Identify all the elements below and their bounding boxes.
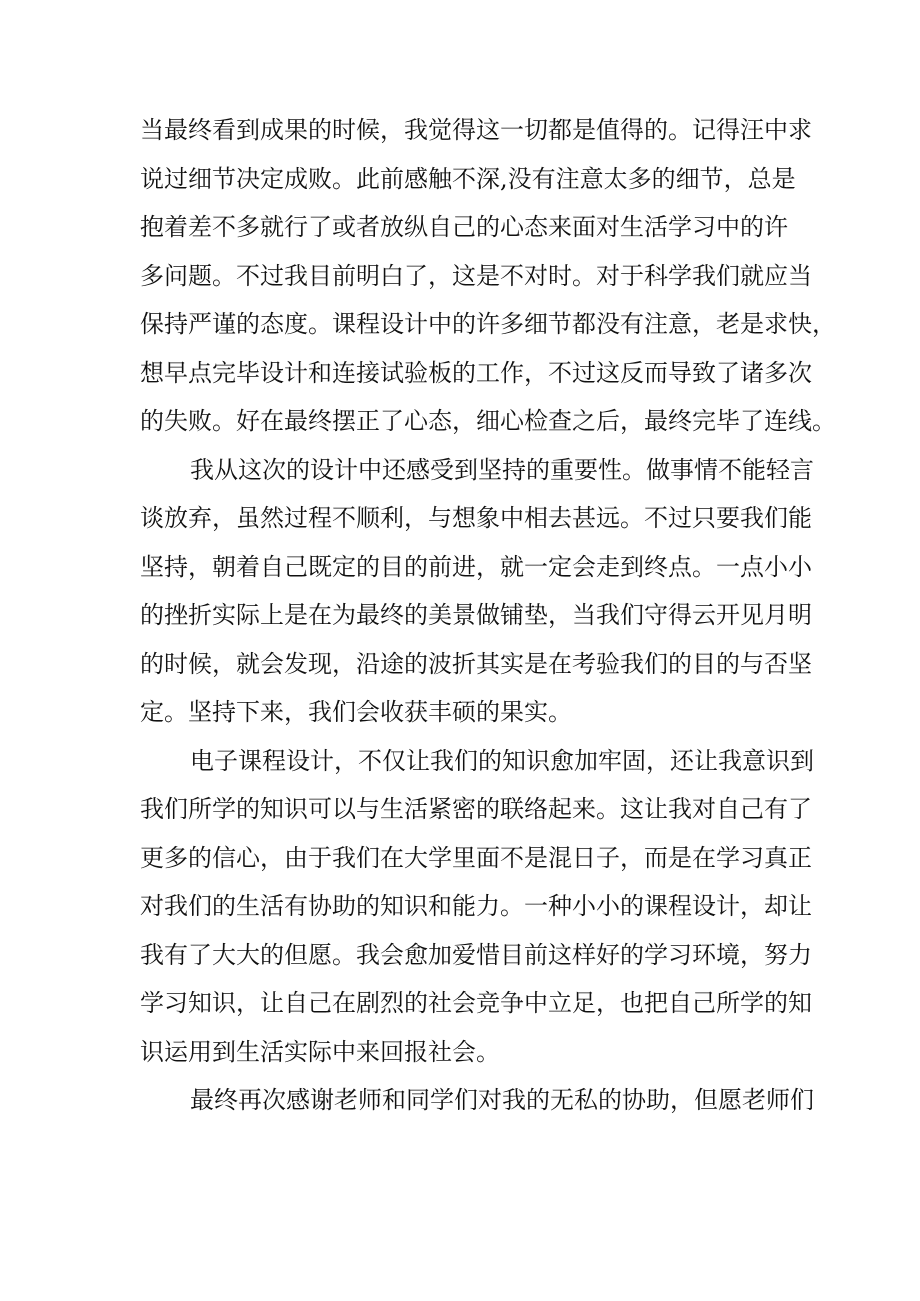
text-line: 我们所学的知识可以与生活紧密的联络起来。这让我对自己有了	[140, 795, 812, 823]
paragraph-first-line: 最终再次感谢老师和同学们对我的无私的协助，但愿老师们	[190, 1086, 814, 1114]
paragraph-first-line: 我从这次的设计中还感受到坚持的重要性。做事情不能轻言	[190, 455, 814, 484]
text-line: 的失败。好在最终摆正了心态，细心检查之后，最终完毕了连线。	[140, 407, 836, 435]
text-line: 想早点完毕设计和连接试验板的工作，不过这反而导致了诸多次	[140, 358, 812, 387]
text-line: 抱着差不多就行了或者放纵自己的心态来面对生活学习中的许	[140, 213, 788, 241]
text-line: 保持严谨的态度。课程设计中的许多细节都没有注意，老是求快，	[140, 310, 836, 338]
text-line: 的时候，就会发现，沿途的波折其实是在考验我们的目的与否坚	[140, 649, 812, 678]
text-line: 坚持，朝着自己既定的目的前进，就一定会走到终点。一点小小	[140, 552, 812, 581]
text-line: 多问题。不过我目前明白了，这是不对时。对于科学我们就应当	[140, 261, 812, 290]
text-line: 定。坚持下来，我们会收获丰硕的果实。	[140, 698, 572, 726]
text-line: 的挫折实际上是在为最终的美景做铺垫，当我们守得云开见月明	[140, 601, 812, 629]
text-line: 学习知识，让自己在剧烈的社会竞争中立足，也把自己所学的知	[140, 989, 812, 1017]
text-line: 识运用到生活实际中来回报社会。	[140, 1037, 500, 1066]
document-body	[140, 106, 836, 1125]
paragraph-first-line: 电子课程设计，不仅让我们的知识愈加牢固，还让我意识到	[190, 746, 814, 775]
text-line: 我有了大大的但愿。我会愈加爱惜目前这样好的学习环境，努力	[140, 940, 812, 969]
text-line: 当最终看到成果的时候，我觉得这一切都是值得的。记得汪中求	[140, 116, 812, 144]
text-line: 谈放弃，虽然过程不顺利，与想象中相去甚远。不过只要我们能	[140, 504, 812, 532]
text-line: 对我们的生活有协助的知识和能力。一种小小的课程设计，却让	[140, 892, 812, 920]
text-line: 说过细节决定成败。此前感触不深,没有注意太多的细节，总是	[140, 164, 796, 193]
text-line: 更多的信心，由于我们在大学里面不是混日子，而是在学习真正	[140, 843, 812, 872]
